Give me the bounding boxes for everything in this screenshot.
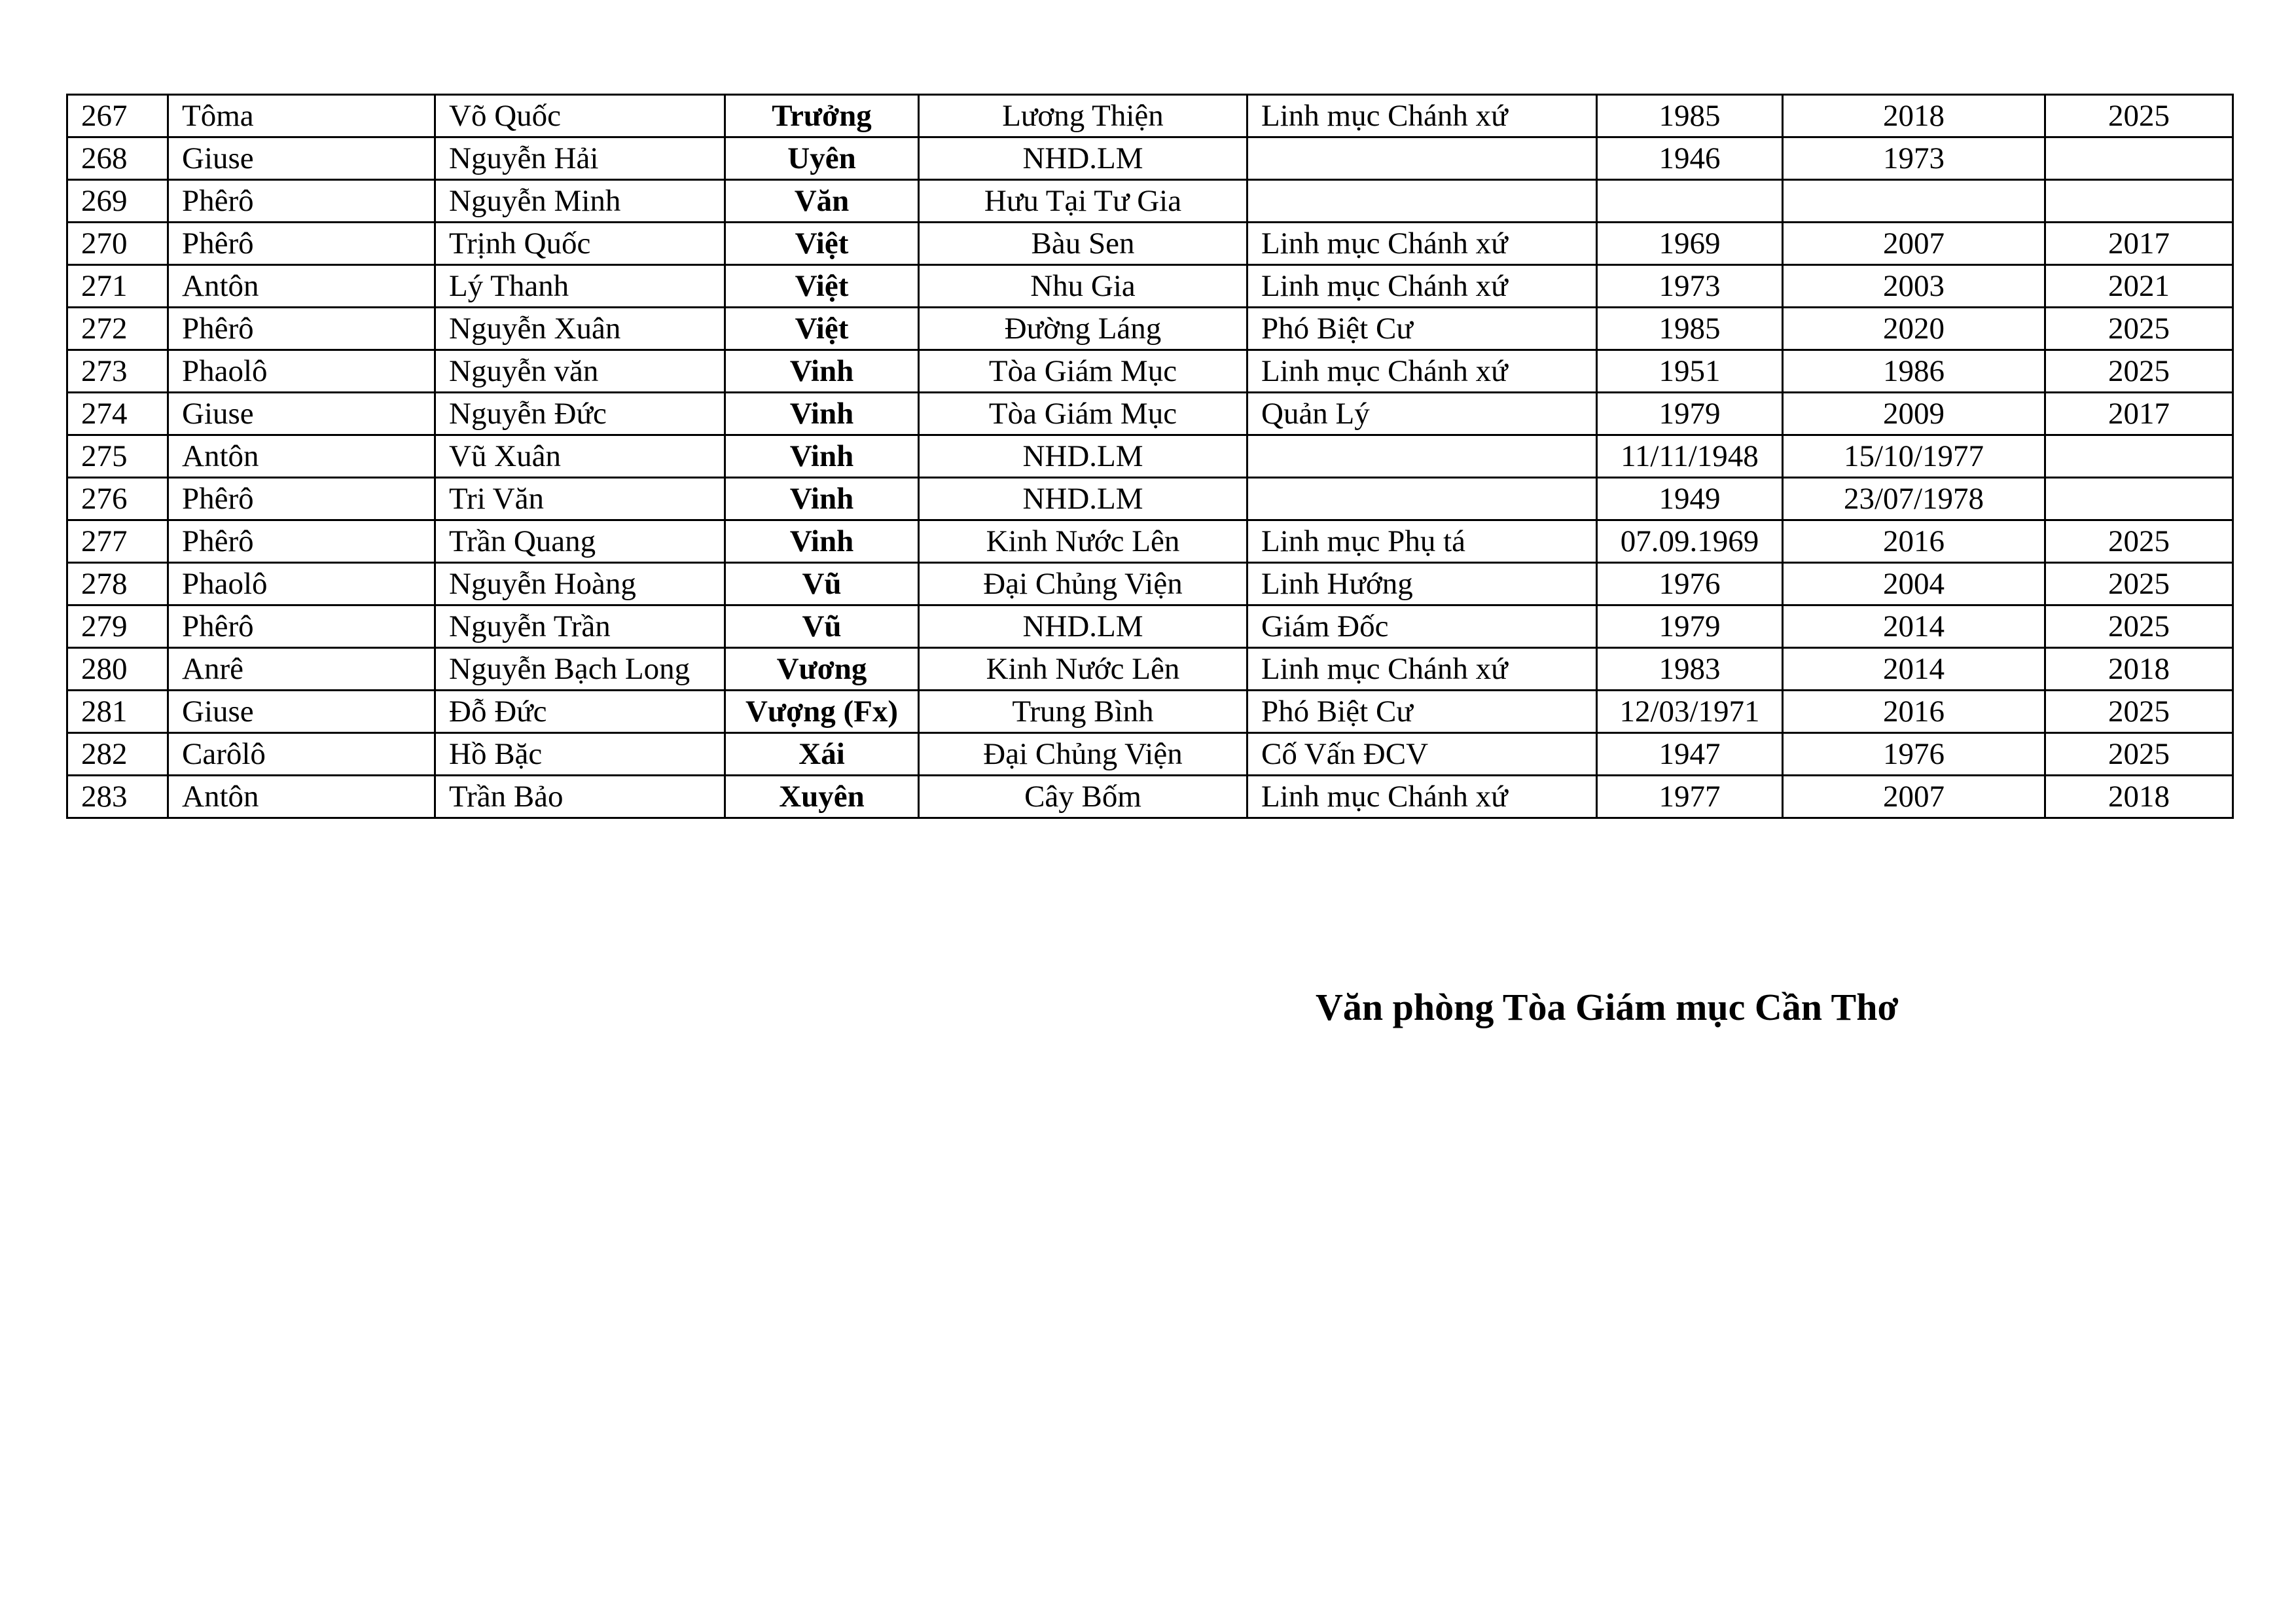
cell-given-name: Vượng (Fx) [725,691,919,733]
cell-parish: Bàu Sen [919,223,1247,265]
table-row [67,733,2233,776]
cell-given-name: Vũ [725,605,919,648]
cell-given-name: Xái [725,733,919,776]
cell-family-name: Trần Bảo [435,776,725,818]
cell-given-name: Văn [725,180,919,223]
cell-parish: Tòa Giám Mục [919,350,1247,393]
cell-parish: Đường Láng [919,308,1247,350]
table-row [67,223,2233,265]
table-row [67,605,2233,648]
cell-family-name: Nguyễn Trần [435,605,725,648]
table-row [67,691,2233,733]
cell-birth-year: 1973 [1597,265,1783,308]
cell-row-number: 277 [67,520,168,563]
cell-term-year: 2017 [2045,223,2233,265]
cell-parish: NHD.LM [919,478,1247,520]
cell-saint-name: Phêrô [168,308,435,350]
cell-parish: Tòa Giám Mục [919,393,1247,435]
cell-term-year [2045,180,2233,223]
cell-ordination-year: 2003 [1783,265,2045,308]
cell-family-name: Nguyễn Xuân [435,308,725,350]
cell-birth-year: 11/11/1948 [1597,435,1783,478]
cell-parish: Đại Chủng Viện [919,563,1247,605]
cell-given-name: Việt [725,223,919,265]
cell-birth-year: 1947 [1597,733,1783,776]
cell-parish: Kinh Nước Lên [919,648,1247,691]
cell-role [1247,435,1597,478]
cell-parish: NHD.LM [919,435,1247,478]
cell-role: Linh Hướng [1247,563,1597,605]
cell-given-name: Vinh [725,520,919,563]
clergy-table [66,94,2234,819]
cell-family-name: Hồ Bặc [435,733,725,776]
cell-row-number: 280 [67,648,168,691]
cell-family-name: Tri Văn [435,478,725,520]
cell-parish: Hưu Tại Tư Gia [919,180,1247,223]
cell-family-name: Nguyễn Hải [435,137,725,180]
cell-role: Linh mục Chánh xứ [1247,648,1597,691]
table-row [67,563,2233,605]
table-row [67,393,2233,435]
cell-ordination-year: 2016 [1783,691,2045,733]
cell-row-number: 282 [67,733,168,776]
cell-family-name: Trần Quang [435,520,725,563]
cell-role: Giám Đốc [1247,605,1597,648]
cell-term-year [2045,137,2233,180]
table-row [67,265,2233,308]
cell-saint-name: Anrê [168,648,435,691]
cell-role: Linh mục Phụ tá [1247,520,1597,563]
cell-role: Linh mục Chánh xứ [1247,350,1597,393]
cell-ordination-year [1783,180,2045,223]
cell-ordination-year: 2014 [1783,605,2045,648]
cell-family-name: Nguyễn Bạch Long [435,648,725,691]
cell-given-name: Vinh [725,350,919,393]
cell-birth-year: 1946 [1597,137,1783,180]
cell-term-year [2045,478,2233,520]
cell-parish: Lương Thiện [919,95,1247,137]
cell-row-number: 278 [67,563,168,605]
cell-given-name: Vương [725,648,919,691]
table-row [67,180,2233,223]
cell-saint-name: Phêrô [168,478,435,520]
cell-term-year: 2025 [2045,605,2233,648]
cell-row-number: 267 [67,95,168,137]
cell-birth-year: 1979 [1597,605,1783,648]
cell-given-name: Việt [725,265,919,308]
cell-family-name: Trịnh Quốc [435,223,725,265]
cell-family-name: Nguyễn văn [435,350,725,393]
cell-given-name: Việt [725,308,919,350]
cell-ordination-year: 2018 [1783,95,2045,137]
cell-ordination-year: 23/07/1978 [1783,478,2045,520]
cell-term-year: 2025 [2045,733,2233,776]
cell-saint-name: Phêrô [168,520,435,563]
cell-parish: Kinh Nước Lên [919,520,1247,563]
table-body [67,95,2233,818]
cell-row-number: 279 [67,605,168,648]
cell-role: Cố Vấn ĐCV [1247,733,1597,776]
cell-family-name: Đỗ Đức [435,691,725,733]
cell-ordination-year: 2009 [1783,393,2045,435]
cell-saint-name: Phaolô [168,350,435,393]
cell-row-number: 274 [67,393,168,435]
cell-ordination-year: 2004 [1783,563,2045,605]
cell-birth-year: 12/03/1971 [1597,691,1783,733]
cell-term-year: 2025 [2045,350,2233,393]
table-row [67,137,2233,180]
table-row [67,520,2233,563]
cell-role [1247,137,1597,180]
cell-birth-year: 1951 [1597,350,1783,393]
cell-role: Linh mục Chánh xứ [1247,776,1597,818]
cell-row-number: 273 [67,350,168,393]
cell-term-year: 2025 [2045,95,2233,137]
table-row [67,350,2233,393]
cell-ordination-year: 15/10/1977 [1783,435,2045,478]
cell-saint-name: Giuse [168,691,435,733]
signature-office: Văn phòng Tòa Giám mục Cần Thơ [1316,986,1899,1028]
cell-given-name: Vũ [725,563,919,605]
cell-ordination-year: 2014 [1783,648,2045,691]
cell-birth-year: 1976 [1597,563,1783,605]
cell-saint-name: Antôn [168,435,435,478]
table-row [67,776,2233,818]
cell-role: Phó Biệt Cư [1247,308,1597,350]
cell-given-name: Vinh [725,435,919,478]
cell-role: Linh mục Chánh xứ [1247,223,1597,265]
cell-term-year: 2018 [2045,648,2233,691]
cell-birth-year: 1985 [1597,308,1783,350]
cell-parish: NHD.LM [919,605,1247,648]
table-row [67,95,2233,137]
cell-term-year: 2025 [2045,563,2233,605]
cell-family-name: Nguyễn Đức [435,393,725,435]
cell-row-number: 272 [67,308,168,350]
cell-term-year: 2018 [2045,776,2233,818]
cell-row-number: 276 [67,478,168,520]
table-row [67,435,2233,478]
cell-saint-name: Carôlô [168,733,435,776]
cell-ordination-year: 1976 [1783,733,2045,776]
cell-role: Linh mục Chánh xứ [1247,265,1597,308]
cell-row-number: 270 [67,223,168,265]
cell-term-year [2045,435,2233,478]
cell-role: Linh mục Chánh xứ [1247,95,1597,137]
cell-row-number: 275 [67,435,168,478]
cell-row-number: 271 [67,265,168,308]
cell-family-name: Vũ Xuân [435,435,725,478]
cell-parish: Đại Chủng Viện [919,733,1247,776]
cell-parish: Trung Bình [919,691,1247,733]
table-row [67,648,2233,691]
cell-saint-name: Phaolô [168,563,435,605]
cell-given-name: Uyên [725,137,919,180]
cell-birth-year [1597,180,1783,223]
cell-parish: Cây Bốm [919,776,1247,818]
table-row [67,308,2233,350]
cell-birth-year: 07.09.1969 [1597,520,1783,563]
cell-saint-name: Antôn [168,265,435,308]
cell-birth-year: 1977 [1597,776,1783,818]
cell-birth-year: 1979 [1597,393,1783,435]
cell-term-year: 2025 [2045,308,2233,350]
cell-ordination-year: 2007 [1783,776,2045,818]
cell-given-name: Vinh [725,393,919,435]
cell-family-name: Nguyễn Hoàng [435,563,725,605]
cell-row-number: 283 [67,776,168,818]
cell-ordination-year: 1973 [1783,137,2045,180]
cell-ordination-year: 2007 [1783,223,2045,265]
cell-birth-year: 1983 [1597,648,1783,691]
cell-given-name: Trưởng [725,95,919,137]
cell-ordination-year: 2016 [1783,520,2045,563]
cell-term-year: 2025 [2045,691,2233,733]
cell-role [1247,478,1597,520]
cell-saint-name: Phêrô [168,223,435,265]
cell-birth-year: 1985 [1597,95,1783,137]
cell-term-year: 2017 [2045,393,2233,435]
cell-parish: Nhu Gia [919,265,1247,308]
cell-saint-name: Antôn [168,776,435,818]
cell-row-number: 281 [67,691,168,733]
cell-saint-name: Phêrô [168,180,435,223]
cell-ordination-year: 1986 [1783,350,2045,393]
cell-saint-name: Giuse [168,393,435,435]
cell-birth-year: 1969 [1597,223,1783,265]
cell-family-name: Nguyễn Minh [435,180,725,223]
cell-ordination-year: 2020 [1783,308,2045,350]
cell-saint-name: Tôma [168,95,435,137]
cell-term-year: 2025 [2045,520,2233,563]
cell-parish: NHD.LM [919,137,1247,180]
cell-term-year: 2021 [2045,265,2233,308]
cell-role: Phó Biệt Cư [1247,691,1597,733]
cell-row-number: 268 [67,137,168,180]
cell-family-name: Võ Quốc [435,95,725,137]
table-row [67,478,2233,520]
cell-family-name: Lý Thanh [435,265,725,308]
cell-role: Quản Lý [1247,393,1597,435]
cell-given-name: Xuyên [725,776,919,818]
cell-given-name: Vinh [725,478,919,520]
cell-birth-year: 1949 [1597,478,1783,520]
cell-saint-name: Phêrô [168,605,435,648]
cell-role [1247,180,1597,223]
cell-saint-name: Giuse [168,137,435,180]
cell-row-number: 269 [67,180,168,223]
